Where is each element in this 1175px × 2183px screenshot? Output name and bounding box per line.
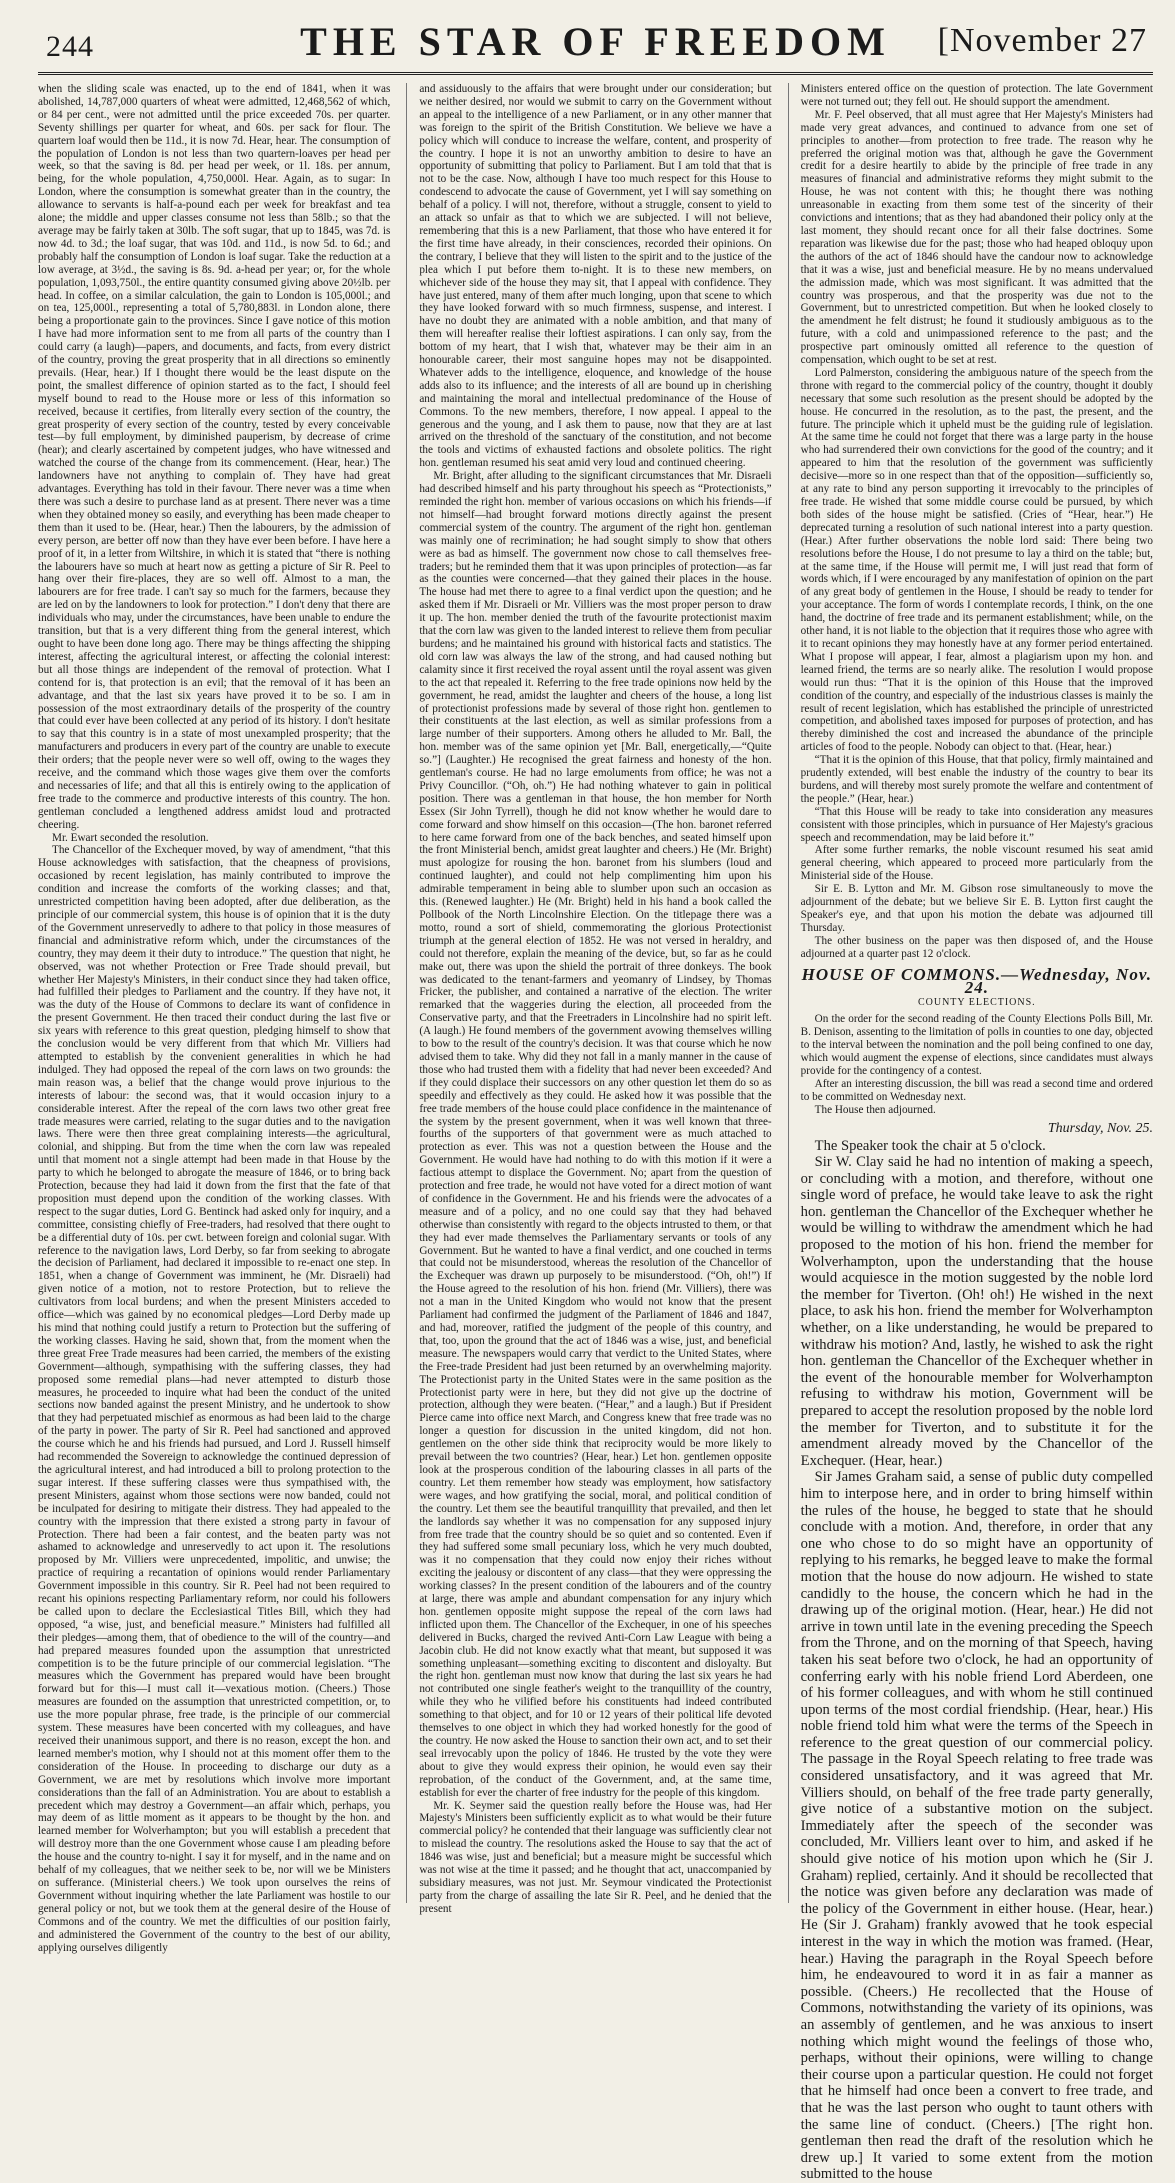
paragraph: Mr. K. Seymer said the question really before the House was, had Her Majesty's Ministers been sufficiently explicit as to what would be their future commercial policy? he contended that their language was sufficiently clear not to mislead the country. The resolutions asked the House to say that the act of 1846 was wise, just and beneficial; but a measure might be successful which was not wise at the time it passed; and he thought that act, unaccompanied by subsidiary measures, was not just. Mr. Seymour vindicated the Protectionist party from the charge of assailing the late Sir R. Peel, and he denied that the present <box>419 1799 772 1915</box>
paragraph: “That it is the opinion of this House, that that policy, firmly maintained and prudently extended, will best enable the industry of the country to bear its burdens, and will thereby most surely promote the welfare and contentment of the people.” (Hear, hear.) <box>800 754 1153 805</box>
paragraph: “That this House will be ready to take into consideration any measures consistent with those principles, which in pursuance of Her Majesty's gracious speech and recommendation, may be laid before it.” <box>800 805 1153 844</box>
column-1 <box>38 83 391 1954</box>
newspaper-title: THE STAR OF FREEDOM <box>300 19 891 64</box>
masthead <box>38 0 1153 75</box>
paragraph: After some further remarks, the noble viscount resumed his seat amid general cheering, which appeared to proceed more particularly from the Ministerial side of the House. <box>800 844 1153 883</box>
paragraph: The other business on the paper was then disposed of, and the House adjourned at a quarter past 12 o'clock. <box>800 934 1153 960</box>
paragraph: Mr. Ewart seconded the resolution. <box>52 831 209 844</box>
column-2 <box>406 83 772 1915</box>
page-number: 244 <box>46 30 94 63</box>
issue-date: [November 27 <box>937 22 1147 59</box>
paragraph: Mr. Bright, after alluding to the significant circumstances that Mr. Disraeli had described himself and his party throughout his speech as “Protectionists,” reminded the right hon. member of various occasions on which his friends—if not himself—had brought forward motions directly against the present commercial system of the country. The argument of the right hon. gentleman was mainly one of recrimination; he had sought simply to show that others were as bad as himself. The government now chose to call themselves free-traders; but he reminded them that it was upon principles of protection—as far as the counties were concerned—that they gained their places in the house. The house had met there to agree to a final verdict upon the question; and he asked them if Mr. Disraeli or Mr. Villiers was the most proper person to draw it up. The hon. member denied the truth of the favourite protectionist maxim that the corn law was given to the landed interest to relieve them from peculiar burdens; and he maintained his ground with historical facts and statistics. The old corn law was always the law of the strong, and had caused nothing but calamity since it first received the royal assent until the royal assent was given to the act that repealed it. Referring to the free trade opinions now held by the government, he read, amidst the laughter and cheers of the house, a long list of protectionist professions made by several of those right hon. gentlemen to their constituents at the last election, as well as similar professions from a large number of their supporters. Among others he alluded to Mr. Ball, the hon. member was of the same opinion yet [Mr. Ball, energetically,—“Quite so.”] (Laughter.) He recognised the great fairness and honesty of the hon. gentleman's course. He had no large emoluments from office; he was not a Privy Councillor. (“Oh, oh.”) He had nothing whatever to gain in political position. There was a gentleman in that house, the hon member for North Essex (Sir John Tyrrell), though he did not know whether he would dare to come forward and show himself on this occasion—(The hon. baronet referred to here came forward from one of the back benches, and seated himself upon the front Ministerial bench, amidst great laughter and cheers.) He (Mr. Bright) must apologize for rousing the hon. baronet from his slumbers (loud and continued laughter), and could not help complimenting him upon his admirable temperament in being able to slumber upon such an occasion as this. (Renewed laughter.) He (Mr. Bright) held in his hand a book called the Pollbook of the North Lincolnshire Election. On the titlepage there was a motto, round a sort of shield, commemorating the glorious Protectionist triumph at the general election of 1852. He was not versed in heraldry, and could not therefore, explain the meaning of the device, but, so far as he could make out, there was upon the shield the portrait of three donkeys. The book was dedicated to the tenant-farmers and yeomanry of Lindsey, by Thomas Fricker, the publisher, and contained a narrative of the election. The writer remarked that the waggeries during the election, all proceeded from the Conservative party, and that the Freetraders in Lincolnshire had no spirit left. (A laugh.) He found members of the government avowing themselves willing to bow to the result of the country's decision. It was that course which he now advised them to take. Why did they not fall in a manly manner in the cause of those who had trusted them with a fidelity that had never been exceeded? And if they could displace their successors on any other question let them do so as speedily and effectively as they could. He asked how it was possible that the free trade members of the house could place confidence in the maintenance of the system by the present government, when it was well known that three-fourths of the supporters of that government were as much attached to protection as ever. This was not a question between the House and the Government. He would have had nothing to do with this motion if it were a factious attempt to displace the Government. No; apart from the question of protection and free trade, he would not have voted for a direct motion of want of confidence in the Government. He and his friends were the advocates of a measure and of a policy, and no one could say that they had behaved otherwise than consistently with regard to the objects intrusted to them, or that they had ever made themselves the Parliamentary servants or tools of any Government. But he wanted to have a final verdict, and one couched in terms that could not be misunderstood, whereas the resolution of the Chancellor of the Exchequer was drawn up purposely to be misunderstood. (“Oh, oh!”) If the House agreed to the resolution of his hon. friend (Mr. Villiers), there was not a man in the United Kingdom who would not know that the present Parliament had confirmed the judgment of the Parliament of 1846 and 1847, and had, moreover, ratified the judgment of the people of this country, and that, too, upon the ground that the act of 1846 was a wise, just, and beneficial measure. The newspapers would carry that verdict to the United States, where the Free-trade President had just been returned by an overwhelming majority. The Protectionist party in the United States were in the same position as the Protectionist party were in here, but they did not give up the doctrine of protection, although they were beaten. (“Hear,” and a laugh.) But if President Pierce came into office next March, and Congress knew that free trade was no longer a question for discussion in the united kingdom, did not hon. gentlemen on the other side think that reciprocity would be more likely to prevail between the two countries? (Hear, hear.) Let hon. gentlemen opposite look at the prosperous condition of the labouring classes in all parts of the country. Let them remember how steady was employment, how satisfactory were wages, and how gratifying the social, moral, and political condition of the country. Let them see the beautiful tranquillity that prevailed, and then let the landlords say whether it was no compensation for any supposed injury from free trade that the country should be so quiet and so contented. Even if they had suffered some small pecuniary loss, which he very much doubted, was it no compensation that they could now enjoy their riches without exciting the jealousy or discontent of any class—that they were oppressing the working classes? In the present condition of the labourers and of the country at large, there was ample and abundant compensation for any injury which hon. gentlemen opposite might suppose the repeal of the corn laws had inflicted upon them. The Chancellor of the Exchequer, in one of his speeches delivered in Bucks, charged the revived Anti-Corn Law League with being a Jacobin club. He did not know exactly what that meant, but supposed it was something unpleasant—something exciting to discontent and disloyalty. But the right hon. gentleman must now know that during the last six years he had not contributed one single feather's weight to the tranquillity of the country, while they who he vilified before his constituents had indeed contributed something to that object, and for 10 or 12 years of their political life devoted themselves to one object in which they had worked honestly for the good of the country. He now asked the House to sanction their own act, and to set their seal irrevocably upon the policy of 1846. He trusted by the vote they were about to give they would express their opinion, he would even say their reprobation, of the conduct of the Government, and, at the same time, establish for ever the charter of free industry for the people of this kingdom. <box>419 470 772 1799</box>
subsection-heading: COUNTY ELECTIONS. <box>917 997 1036 1009</box>
paragraph: Sir W. Clay said he had no intention of making a speech, or concluding with a motion, and therefore, without one single word of preface, he would take leave to ask the right hon. gentleman the Chancellor of the Exchequer whether he would be willing to withdraw the amendment which he had proposed to the motion of his hon. friend the member for Wolverhampton, upon the understanding that the house would acquiesce in the motion suggested by the noble lord the member for Tiverton. (Oh! oh!) He wished in the next place, to ask his hon. friend the member for Wolverhampton whether, on a like understanding, he would be prepared to withdraw his motion? And, lastly, he wished to ask the right hon. gentleman the Chancellor of the Exchequer whether in the event of the honourable member for Wolverhampton refusing to withdraw his motion, Government will be prepared to accept the resolution proposed by the noble lord the member for Tiverton, and to substitute it for the amendment already moved by the Chancellor of the Exchequer. (Hear, hear.) <box>800 1154 1153 1469</box>
paragraph: The Chancellor of the Exchequer moved, by way of amendment, “that this House acknowledges with satisfaction, that the cheapness of provisions, occasioned by recent legislation, has mainly contributed to improve the condition and increase the comforts of the working classes; and that, unrestricted competition having been adopted, after due deliberation, as the principle of our commercial system, this house is of opinion that it is the duty of the Government unreservedly to adhere to that policy in those measures of financial and administrative reform which, under the circumstances of the country, they may deem it their duty to introduce.” The question that night, he observed, was not whether Protection or Free Trade should prevail, but whether Her Majesty's Ministers, in their conduct since they had taken office, had fulfilled their pledges to Parliament and the country. If they have not, it was the duty of the House of Commons to declare its want of confidence in the present Government. He then traced their conduct during the last five or six years with reference to this great question, pledging himself to show that the conclusion would be very different from that which Mr. Villiers had attempted to establish by the convenient generalities in which he had indulged. They had opposed the repeal of the corn laws on two grounds: the main reason was, a belief that the change would prove injurious to the interests of labour: the second was, that it would occasion injury to a considerable interest. After the repeal of the corn laws two other great free trade measures were carried, relating to the sugar duties and to the navigation laws. There were then three great complaining interests—the agricultural, colonial, and shipping. But from the time when the corn law was repealed until that moment not a single attempt had been made in that House by the party to which he belonged to abrogate the measure of 1846, or to bring back Protection, because they had laid it down from the first that the fate of that proposition must depend upon the condition of the working classes. With respect to the sugar duties, Lord G. Bentinck had asked only for inquiry, and a committee, consisting chiefly of Free-traders, had resolved that there ought to be a differential duty of 10s. per cwt. between foreign and colonial sugar. With reference to the navigation laws, Lord Derby, so far from seeking to abrogate the decision of Parliament, had declared it impossible to re-enact one step. In 1851, when a change of Government was imminent, he (Mr. Disraeli) had given notice of a motion, not to restore Protection, but to relieve the cultivators from local burdens; and when the present Ministers acceded to office—which was gained by no economical pledges—Lord Derby made up his mind that nothing could justify a return to Protection but the suffering of the working classes. Having he said, shown that, from the moment when the three great Free Trade measures had been carried, the members of the existing Government—although, sympathising with the suffering classes, they had proposed some remedial plans—had never attempted to disturb those measures, he proceeded to inquire what had been the conduct of the united sections now banded against the present Ministry, and he undertook to show that they had perpetuated mischief as enormous as had been laid to the charge of the party in power. The party of Sir R. Peel had sanctioned and approved the course which he and his friends had pursued, and Lord J. Russell himself had recommended the Sovereign to acknowledge the continued depression of the agricultural interest, and had introduced a bill to prolong protection to the sugar interest. If these suffering classes were thus sympathised with, the present Ministers, against whom those sections were now banded, could not be inculpated for desiring to mitigate their distress. They had appealed to the country with the impression that there existed a strong party in favour of Protection. There had been a fair contest, and the beaten party was not ashamed to acknowledge and unreservedly to act upon it. The resolutions proposed by Mr. Villiers were unprecedented, impolitic, and unwise; the practice of requiring a recantation of opinions would render Parliamentary Government impossible in this country. Sir R. Peel had not been required to recant his opinions respecting Parliamentary reform, nor could his followers be called upon to declare the Ecclesiastical Titles Bill, which they had opposed, “a wise, just, and beneficial measure.” Ministers had fulfilled all their pledges—among them, that of obedience to the will of the country—and had prepared measures founded upon the assumption that unrestricted competition is to be the future principle of our commercial legislation. “The measures which the Government has prepared would have been brought forward but for this—I must call it—vexatious motion. (Cheers.) Those measures are founded on the assumption that unrestricted competition, or, to use the more popular phrase, free trade, is the principle of our commercial system. These measures have been concerted with my colleagues, and have received their unanimous support, and there is no reason, except the hon. and learned member's motion, why I should not at this moment offer them to the consideration of the House. In proceeding to discharge our duty as a Government, we are met by resolutions which involve more important considerations than the fall of an Administration. You are about to establish a precedent which may destroy a Government—an affair which, perhaps, you may deem of as little moment as it appears to be thought by the hon. and learned member for Wolverhampton; but you will establish a precedent that will destroy more than the one Government whose cause I am pleading before the house and the country to-night. I say it for myself, and in the name and on behalf of my colleagues, that we neither seek to be, nor will we be Ministers on sufferance. (Ministerial cheers.) We took upon ourselves the reins of Government without inquiring whether the late Parliament was hostile to our general policy or not, but we took them at the general desire of the House of Commons and of the country. We met the difficulties of our position fairly, and administered the Government of the country to the best of our ability, applying ourselves diligently <box>38 844 391 1954</box>
large-type-section <box>801 1138 1153 2183</box>
section-heading: HOUSE OF COMMONS.—Wednesday, Nov. 24. <box>801 964 1152 997</box>
paragraph: Sir E. B. Lytton and Mr. M. Gibson rose simultaneously to move the adjournment of the debate; but we believe Sir E. B. Lytton first caught the Speaker's eye, and that upon his motion the debate was adjourned till Thursday. <box>800 883 1153 934</box>
paragraph: Sir James Graham said, a sense of public duty compelled him to interpose here, and in order to bring himself within the rules of the house, he begged to state that he should conclude with a motion. And, therefore, in order that any one who chose to do so might have an opportunity of replying to his remarks, he begged leave to make the formal motion that the house do now adjourn. He wished to state candidly to the house, the concern which he had in the drawing up of the original motion. (Hear, hear.) He did not arrive in town until late in the evening preceding the Speech from the Throne, and on the morning of that Speech, having taken his seat before two o'clock, he had an opportunity of conferring early with his noble friend Lord Aberdeen, one of his former colleagues, and with whom he still continued upon terms of the most cordial friendship. (Hear, hear.) His noble friend told him what were the terms of the Speech in reference to the great question of our commercial policy. The passage in the Royal Speech relating to free trade was considered unsatisfactory, and it was agreed that Mr. Villiers should, on behalf of the free trade party generally, give notice of a substantive motion on the subject. Immediately after the speech of the seconder was concluded, Mr. Villiers leant over to him, and asked if he should give notice of his motion upon which he (Sir J. Graham) replied, certainly. And it should be recollected that the notice was given before any declaration was made of the policy of the Government in either house. (Hear, hear.) He (Sir J. Graham) frankly avowed that he took especial interest in the way in which the motion was framed. (Hear, hear.) Having the paragraph in the Royal Speech before him, he endeavoured to word it in as fair a manner as possible. (Cheers.) He recollected that the House of Commons, notwithstanding the variety of its opinions, was an assembly of gentlemen, and he was anxious to insert nothing which might wound the feelings of those who, perhaps, without their opinions, were willing to change their course upon a particular question. He could not forget that he himself had once been a convert to free trade, and that he was the last person who ought to taunt others with the same line of conduct. (Cheers.) [The right hon. gentleman then read the draft of the resolution which he drew up.] It varied to some extent from the motion submitted to the house <box>800 1469 1153 2183</box>
paragraph: The Speaker took the chair at 5 o'clock. <box>814 1137 1046 1154</box>
date-heading: Thursday, Nov. 25. <box>1047 1120 1153 1136</box>
paragraph: Ministers entered office on the question of protection. The late Government were not turned out; they fell out. He should support the amendment. <box>800 83 1153 108</box>
paragraph: Lord Palmerston, considering the ambiguous nature of the speech from the throne with regard to the commercial policy of the country, thought it doubly necessary that some such resolution as the present should be adopted by the house. He concurred in the resolution, as to the past, the present, and the future. The principle which it upheld must be the guiding rule of legislation. At the same time he could not forget that there was a large party in the house who had surrendered their own convictions for the good of the country; and it appeared to him that the resolution of the government was sufficiently decisive—more so in one respect than that of the opposition—sufficiently so, at any rate to bind any person supporting it irrevocably to the principles of free trade. He wished that some middle course could be pursued, by which both sides of the house might be satisfied. (Cries of “Hear, hear.”) He deprecated turning a resolution of such national interest into a party question. (Hear.) After further observations the noble lord said: There being two resolutions before the House, I do not presume to lay a third on the table; but, at the same time, if the House will permit me, I will just read that form of words which, if I were encouraged by any manifestation of opinion on the part of any great body of gentlemen in the House, I should be ready to tender for your acceptance. The form of words I contemplate records, I think, on the one hand, the doctrine of free trade and its permanent establishment; while, on the other hand, it is not liable to the objection that it requires those who agree with it to recant opinions they may honestly have at any former period entertained. What I propose will appear, I fear, almost a plagiarism upon my hon. and learned friend, the terms are so nearly alike. The resolution I would propose would run thus: “That it is the opinion of this House that the improved condition of the country, and especially of the industrious classes is mainly the result of recent legislation, which has established the principle of unrestricted competition, and abolished taxes imposed for purposes of protection, and has thereby diminished the cost and increased the abundance of the principle articles of food to the people. Nobody can object to that. (Hear, hear.) <box>800 366 1153 754</box>
paragraph: when the sliding scale was enacted, up to the end of 1841, when it was abolished, 14,787,000 quarters of wheat were admitted, 12,468,562 of which, or 84 per cent., were not admitted until the price exceeded 70s. per quarter. Seventy shillings per quarter for wheat, and 60s. per sack for flour. The quartern loaf would then be 11d., it is now 7d. Hear, hear. The consumption of the population of London is not less than two quartern-loaves per head per week, so that the saving is 8d. per head per week, or 1l. 18s. per annum, being, for the whole population, 4,750,000l. Hear. Again, as to sugar: In London, where the consumption is somewhat greater than in the country, the allowance to servants is half-a-pound each per week for breakfast and tea alone; the middle and upper classes consume not less than 58lb.; so that the average may be fairly taken at 30lb. The soft sugar, that up to 1845, was 7d. is now 4d. to 3d.; the loaf sugar, that was 10d. and 11d., is now 5d. to 6d.; and probably half the consumption of London is loaf sugar. Take the reduction at a low average, at 3½d., the saving is 8s. 9d. a-head per year; or, for the whole population, 1,093,750l., the entire quantity consumed giving above 20½lb. per head. In coffee, on a similar calculation, the gain to London is 105,000l.; and on tea, 125,000l., representing a total of 5,780,883l. in London alone, there being a proportionate gain to the provinces. Since I gave notice of this motion I have had more information sent to me from all parts of the country than I could carry (a laugh)—papers, and documents, and facts, from every district of the country, proving the great prosperity that in all directions so eminently prevails. (Hear, hear.) If I thought there would be the least dispute on the point, the smallest difference of opinion started as to the fact, I should feel myself bound to read to the House more or less of this information so received, because it certifies, from literally every section of the country, the great prosperity of every section of the country, tested by every conceivable test—by full employment, by diminished pauperism, by decrease of crime (hear); and clearly ascertained by competent judges, who have witnessed and watched the course of the change from its commencement. (Hear, hear.) The landowners have not anything to complain of. They have had great advantages. Everything has told in their favour. There never was a time when there was such a desire to purchase land as at present. There never was a time when they obtained money so easily, and everything has been made cheaper to them than it used to be. (Hear, hear.) Then the labourers, by the admission of every person, are better off now than they have ever been before. I have here a proof of it, in a letter from Wiltshire, in which it is stated that “there is nothing the labourers have so much at heart now as getting a picture of Sir R. Peel to hang over their fire-places, they are so well off. Almost to a man, the labourers are for free trade. I can't say so much for the farmers, because they are led on by the landowners to look for protection.” I don't deny that there are individuals who may, under the circumstances, have been unable to endure the transition, but that is a very different thing from the general interest, which ought to have been done long ago. There may be things affecting the shipping interest, affecting the agricultural interest, or affecting the colonial interest: but all those things are independent of the removal of protection. What I contend for is, that protection is an evil; that the removal of it has been an advantage, and that the last six years have proved it to be so. I am in possession of the most extraordinary details of the prosperity of the country that could ever have been collected at any period of its history. I don't hesitate to say that this country is in a state of most unexampled prosperity; that the manufacturers and producers in every part of the country are unable to execute their orders; that the people never were so well off, owing to the wages they receive, and the command which those wages give them over the comforts and necessaries of life; and that all this is entirely owing to the application of free trade to the commerce and productive interests of this country. The hon. gentleman concluded a lengthened address amidst loud and protracted cheering. <box>38 83 391 831</box>
paragraph: After an interesting discussion, the bill was read a second time and ordered to be committed on Wednesday next. <box>800 1077 1153 1103</box>
paragraph: On the order for the second reading of the County Elections Polls Bill, Mr. B. Denison, assenting to the limitation of polls in counties to one day, objected to the interval between the nomination and the poll being confined to one day, which would augment the expense of elections, since candidates must always provide for the contingency of a contest. <box>800 1013 1153 1077</box>
paragraph: and assiduously to the affairs that were brought under our consideration; but we neither desired, nor would we submit to carry on the Government without an appeal to the intelligence of a new Parliament, or in any other manner that was foreign to the spirit of the British Constitution. We believe we have a policy which will conduce to increase the welfare, content, and prosperity of the country. I hope it is not an unworthy ambition to desire to have an opportunity of submitting that policy to Parliament. But I am told that that is not to be the case. Now, although I have too much respect for this House to condescend to advocate the cause of Government, yet I will say something on behalf of a policy. I will not, therefore, without a struggle, consent to yield to an attack so unfair as that to which we are subjected. I will not believe, remembering that this is a new Parliament, that those who have entered it for the first time have already, in their consciences, recorded their opinions. On the contrary, I believe that they will listen to the spirit and to the justice of the plea which I put before them to-night. It is to these new members, on whichever side of the house they may sit, that I appeal with confidence. They have just entered, many of them after much longing, upon that scene to which they have looked forward with so much firmness, suspense, and interest. I have no doubt they are animated with a noble ambition, and that many of them will hereafter realise their loftiest aspirations. I can only say, from the bottom of my heart, that I wish that, whatever may be their aim in an honourable career, their most sanguine hopes may not be disappointed. Whatever adds to the intelligence, eloquence, and knowledge of the house adds also to its influence; and the interests of all are bound up in cherishing and maintaining the moral and intellectual predominance of the House of Commons. To the new members, therefore, I now appeal. I appeal to the generous and the young, and I ask them to pause, now that they are at last arrived on the threshold of the sanctuary of the constitution, and not become the tools and victims of exhausted factions and obsolete politics. The right hon. gentleman resumed his seat amid very loud and continued cheering. <box>419 83 772 470</box>
article-columns <box>38 83 1153 2183</box>
paragraph: The House then adjourned. <box>814 1103 936 1116</box>
paragraph: Mr. F. Peel observed, that all must agree that Her Majesty's Ministers had made very great advances, and continued to advance from one set of principles to another—from protection to free trade. The reason why he preferred the original motion was that, although he gave the Government credit for a desire heartily to abide by the principle of free trade in any measures of financial and administrative reforms they might submit to the House, he was not content with this; he thought there was nothing unreasonable in exacting from them some test of the sincerity of their convictions and intentions; that as they had abandoned their policy only at the last moment, they should recant once for all their false doctrines. Some reparation was likewise due for the past; those who had heaped obloquy upon the authors of the act of 1846 should have the candour now to acknowledge that it was a wise, just and beneficial measure. He by no means undervalued the admission made, which was most significant. It was admitted that the country was prosperous, and that the prosperity was due not to the Government, but to unrestricted competition. But when he looked closely to the amendment he felt distrust; he found it studiously ambiguous as to the future, with a cold and unimpassioned reference to the past; and the prospective part ominously omitted all reference to the question of compensation, which ought to be set at rest. <box>800 108 1153 367</box>
column-3 <box>788 83 1153 2183</box>
